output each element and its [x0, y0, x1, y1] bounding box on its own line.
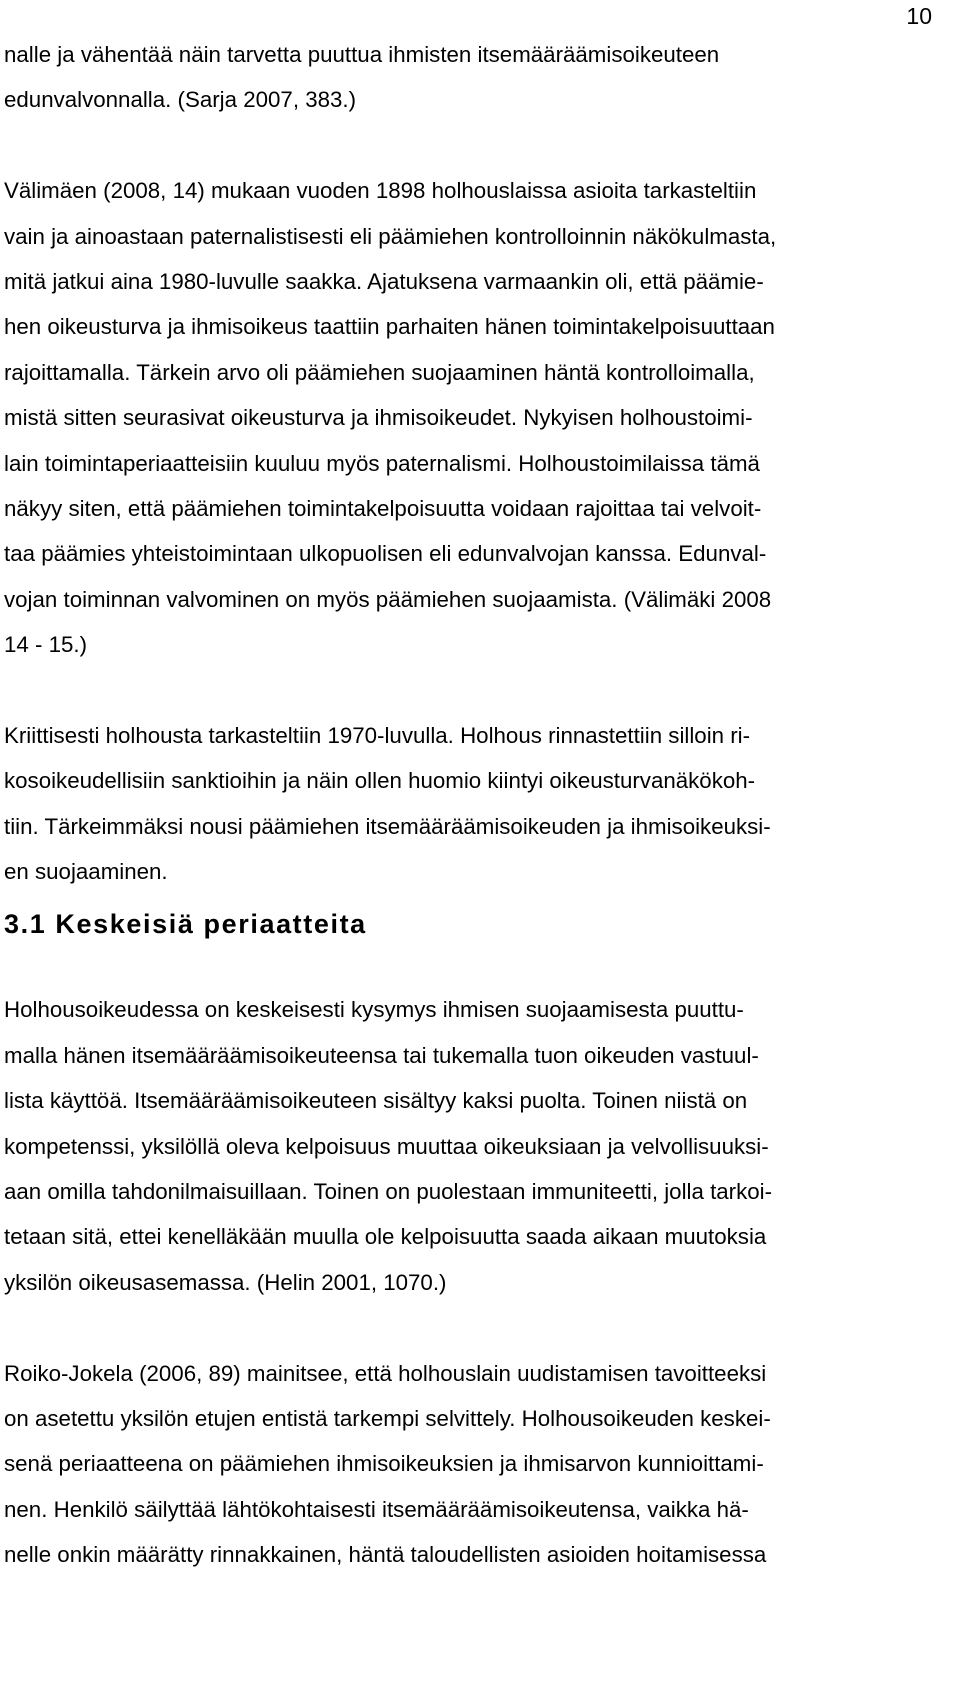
paragraph-4 — [4, 987, 944, 1305]
text-line: Holhousoikeudessa on keskeisesti kysymys ihmisen suojaamisesta puuttu- — [4, 997, 744, 1023]
text-line: senä periaatteena on päämiehen ihmisoikeuksien ja ihmisarvon kunnioittami- — [4, 1451, 764, 1477]
text-line: näkyy siten, että päämiehen toimintakelpoisuutta voidaan rajoittaa tai velvoit- — [4, 495, 762, 521]
text-line: en suojaaminen. — [4, 859, 168, 885]
text-line: tetaan sitä, ettei kenelläkään muulla ole kelpoisuutta saada aikaan muutoksia — [4, 1224, 767, 1250]
text-line: Välimäen (2008, 14) mukaan vuoden 1898 holhouslaissa asioita tarkasteltiin — [4, 178, 757, 204]
text-line: taa päämies yhteistoimintaan ulkopuolisen eli edunvalvojan kanssa. Edunval- — [4, 541, 767, 567]
text-line: vain ja ainoastaan paternalistisesti eli päämiehen kontrolloinnin näkökulmasta, — [4, 223, 777, 249]
text-line: lista käyttöä. Itsemääräämisoikeuteen sisältyy kaksi puolta. Toinen niistä on — [4, 1088, 748, 1114]
text-line: Kriittisesti holhousta tarkasteltiin 1970-luvulla. Holhous rinnastettiin silloin ri- — [4, 722, 751, 748]
text-line: mitä jatkui aina 1980-luvulle saakka. Ajatuksena varmaankin oli, että päämie- — [4, 268, 764, 294]
paragraph-5 — [4, 1351, 944, 1578]
text-line: edunvalvonnalla. (Sarja 2007, 383.) — [4, 87, 357, 113]
paragraph-gap — [4, 667, 944, 712]
text-line: 14 - 15.) — [4, 632, 88, 658]
section-heading: 3.1 Keskeisiä periaatteita — [4, 909, 367, 940]
paragraph-gap — [4, 123, 944, 168]
text-line: nen. Henkilö säilyttää lähtökohtaisesti itsemääräämisoikeutensa, vaikka hä- — [4, 1496, 749, 1522]
text-line: yksilön oikeusasemassa. (Helin 2001, 1070.) — [4, 1269, 447, 1295]
paragraph-1 — [4, 32, 944, 123]
text-line: kompetenssi, yksilöllä oleva kelpoisuus muuttaa oikeuksiaan ja velvollisuuksi- — [4, 1133, 769, 1159]
paragraph-gap — [4, 1305, 944, 1350]
text-line: on asetettu yksilön etujen entistä tarkempi selvittely. Holhousoikeuden keskei- — [4, 1405, 771, 1431]
text-line: Roiko-Jokela (2006, 89) mainitsee, että holhouslain uudistamisen tavoitteeksi — [4, 1360, 767, 1386]
text-line: mistä sitten seurasivat oikeusturva ja ihmisoikeudet. Nykyisen holhoustoimi- — [4, 405, 753, 431]
paragraph-2 — [4, 168, 944, 667]
text-line: lain toimintaperiaatteisiin kuuluu myös paternalismi. Holhoustoimilaissa tämä — [4, 450, 760, 476]
text-line: nalle ja vähentää näin tarvetta puuttua ihmisten itsemääräämisoikeuteen — [4, 42, 720, 67]
text-line: vojan toiminnan valvominen on myös päämiehen suojaamista. (Välimäki 2008 — [4, 586, 772, 612]
text-line: aan omilla tahdonilmaisuillaan. Toinen on puolestaan immuniteetti, jolla tarkoi- — [4, 1178, 773, 1204]
text-line: hen oikeusturva ja ihmisoikeus taattiin parhaiten hänen toimintakelpoisuuttaan — [4, 314, 775, 340]
text-line: rajoittamalla. Tärkein arvo oli päämiehen suojaaminen häntä kontrolloimalla, — [4, 359, 755, 385]
text-line: nelle onkin määrätty rinnakkainen, häntä taloudellisten asioiden hoitamisessa — [4, 1542, 767, 1568]
document-body — [4, 32, 944, 1578]
text-line: kosoikeudellisiin sanktioihin ja näin ollen huomio kiintyi oikeusturvanäkökoh- — [4, 768, 756, 794]
paragraph-3 — [4, 713, 944, 895]
text-line: tiin. Tärkeimmäksi nousi päämiehen itsemääräämisoikeuden ja ihmisoikeuksi- — [4, 813, 771, 839]
text-line: malla hänen itsemääräämisoikeuteensa tai tukemalla tuon oikeuden vastuul- — [4, 1042, 759, 1068]
page-number: 10 — [906, 3, 932, 29]
